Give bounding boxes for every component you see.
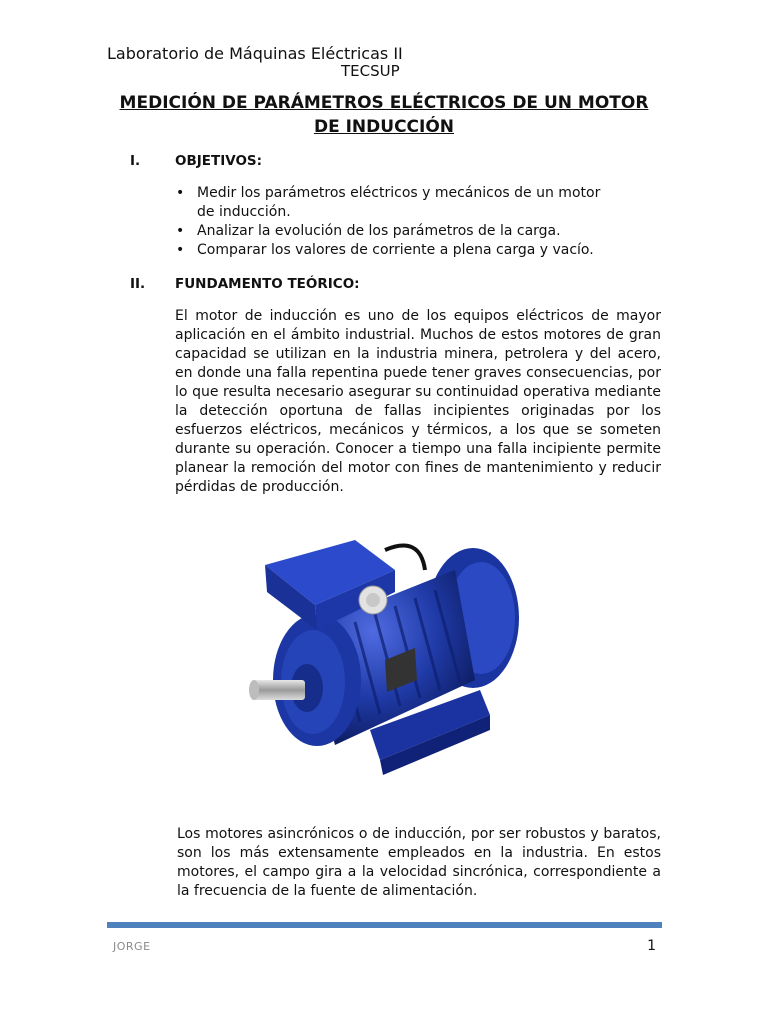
bullet-icon: • [176,242,185,258]
document-title-line1: MEDICIÓN DE PARÁMETROS ELÉCTRICOS DE UN MOTOR [119,93,649,113]
theory-paragraph-1: El motor de inducción es uno de los equipos eléctricos de mayor aplicación en el ámbito industrial. Muchos de estos motores de gran capacidad se utilizan en la industria minera, petrolera y del acero, en donde una falla repentina puede tener graves consecuencias, por lo que resulta necesario asegurar su continuidad operativa mediante la detección oportuna de fallas incipientes originadas por los esfuerzos eléctricos, mecánicos y térmicos, a los que se someten durante su operación. Conocer a tiempo una falla incipiente permite planear la remoción del motor con fines de mantenimiento y reducir pérdidas de producción. [175,308,661,495]
section-title-fundamento: FUNDAMENTO TEÓRICO: [175,276,360,292]
induction-motor-image [245,530,525,785]
page-number: 1 [647,938,656,954]
objectives-list [175,184,615,260]
bullet-icon: • [176,185,185,201]
footer-author: JORGE [113,940,151,953]
section-number-fundamento: II. [130,276,146,292]
theory-paragraph-2: Los motores asincrónicos o de inducción, por ser robustos y baratos, son los más extensamente empleados en la industria. En estos motores, el campo gira a la velocidad sincrónica, correspondiente a la frecuencia de la fuente de alimentación. [177,826,661,899]
list-item: • Analizar la evolución de los parámetros de la carga. [176,223,561,239]
header-lab-name: Laboratorio de Máquinas Eléctricas II [107,44,403,63]
section-title-objetivos: OBJETIVOS: [175,153,263,169]
footer-divider-bar [107,922,662,928]
section-number-objetivos: I. [130,153,141,169]
list-item: • Comparar los valores de corriente a plena carga y vacío. [176,242,594,258]
bullet-icon: • [176,223,185,239]
header-institution: TECSUP [341,62,400,80]
list-item: • Medir los parámetros eléctricos y mecánicos de un motor de inducción. [176,185,601,220]
document-title-line2: DE INDUCCIÓN [313,117,455,137]
